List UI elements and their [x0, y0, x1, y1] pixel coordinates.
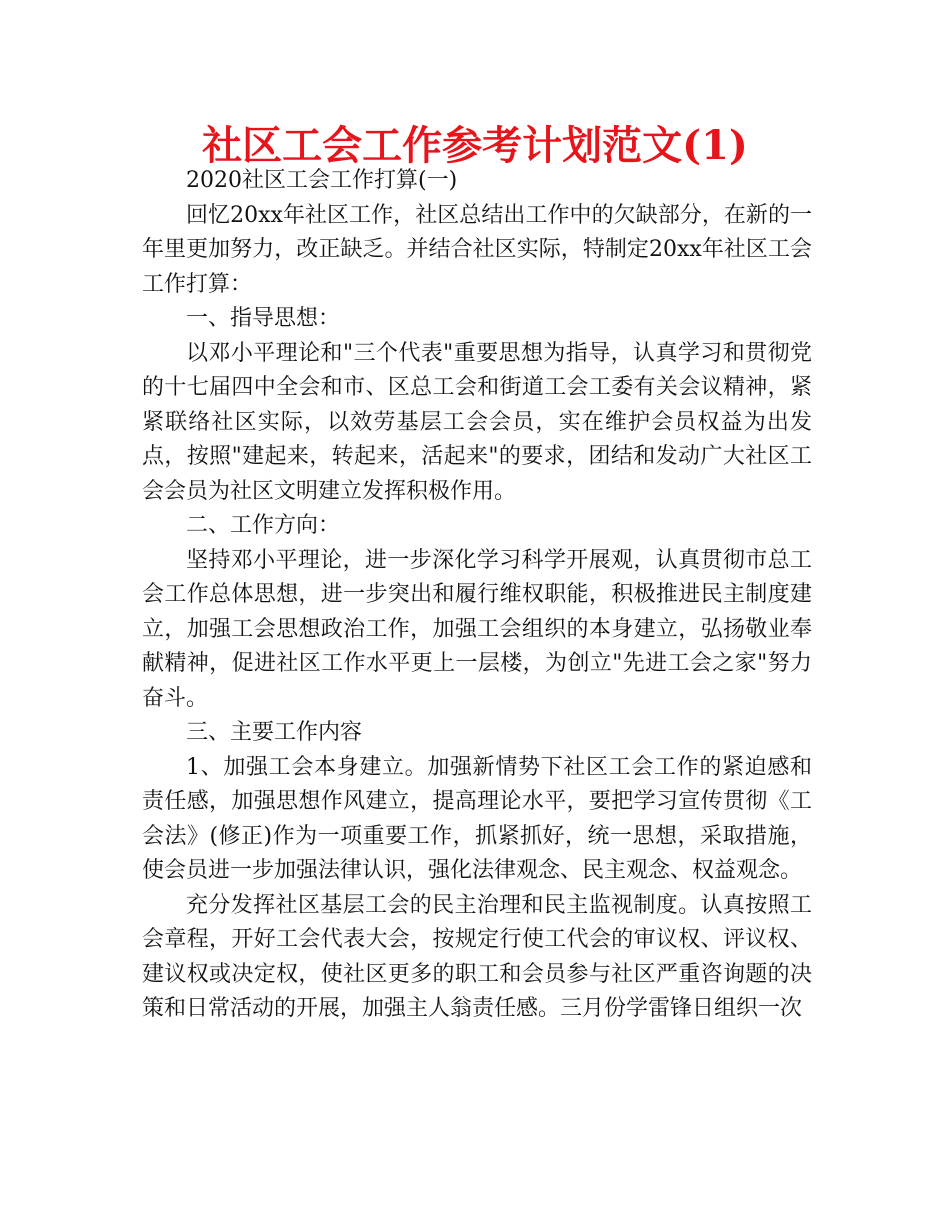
section-heading-main-content: 三、主要工作内容	[186, 720, 363, 745]
paragraph-item-1: 1、加强工会本身建立。加强新情势下社区工会工作的紧迫感和责任感，加强思想作风建立，提高理论水平，要把学习宣传贯彻《工会法》(修正)作为一项重要工作，抓紧抓好，统一思想，采取措施，使会员进一步加强法律认识，强化法律观念、民主观念、权益观念。	[142, 754, 812, 883]
document-title: 社区工会工作参考计划范文(1)	[202, 122, 748, 169]
paragraph-democratic-management: 充分发挥社区基层工会的民主治理和民主监视制度。认真按照工会章程，开好工会代表大会，按规定行使工代会的审议权、评议权、建议权或决定权，使社区更多的职工和会员参与社区严重咨询题的决策和日常活动的开展，加强主人翁责任感。三月份学雷锋日组织一次	[142, 892, 812, 1021]
paragraph-intro: 回忆20xx年社区工作，社区总结出工作中的欠缺部分，在新的一年里更加努力，改正缺乏。并结合社区实际，特制定20xx年社区工会工作打算：	[142, 202, 812, 297]
document-body	[142, 164, 812, 1027]
paragraph-plan-heading: 2020社区工会工作打算(一)	[186, 168, 458, 193]
section-heading-work-direction: 二、工作方向：	[186, 513, 341, 538]
paragraph-guiding-thought: 以邓小平理论和"三个代表"重要思想为指导，认真学习和贯彻党的十七届四中全会和市、区总工会和街道工会工委有关会议精神，紧紧联络社区实际，以效劳基层工会会员，实在维护会员权益为出发点，按照"建起来，转起来，活起来"的要求，团结和发动广大社区工会会员为社区文明建立发挥积极作用。	[142, 340, 812, 504]
section-heading-guiding-thought: 一、指导思想：	[186, 306, 341, 331]
paragraph-work-direction: 坚持邓小平理论，进一步深化学习科学开展观，认真贯彻市总工会工作总体思想，进一步突出和履行维权职能，积极推进民主制度建立，加强工会思想政治工作，加强工会组织的本身建立，弘扬敬业奉献精神，促进社区工作水平更上一层楼，为创立"先进工会之家"努力奋斗。	[142, 547, 812, 711]
